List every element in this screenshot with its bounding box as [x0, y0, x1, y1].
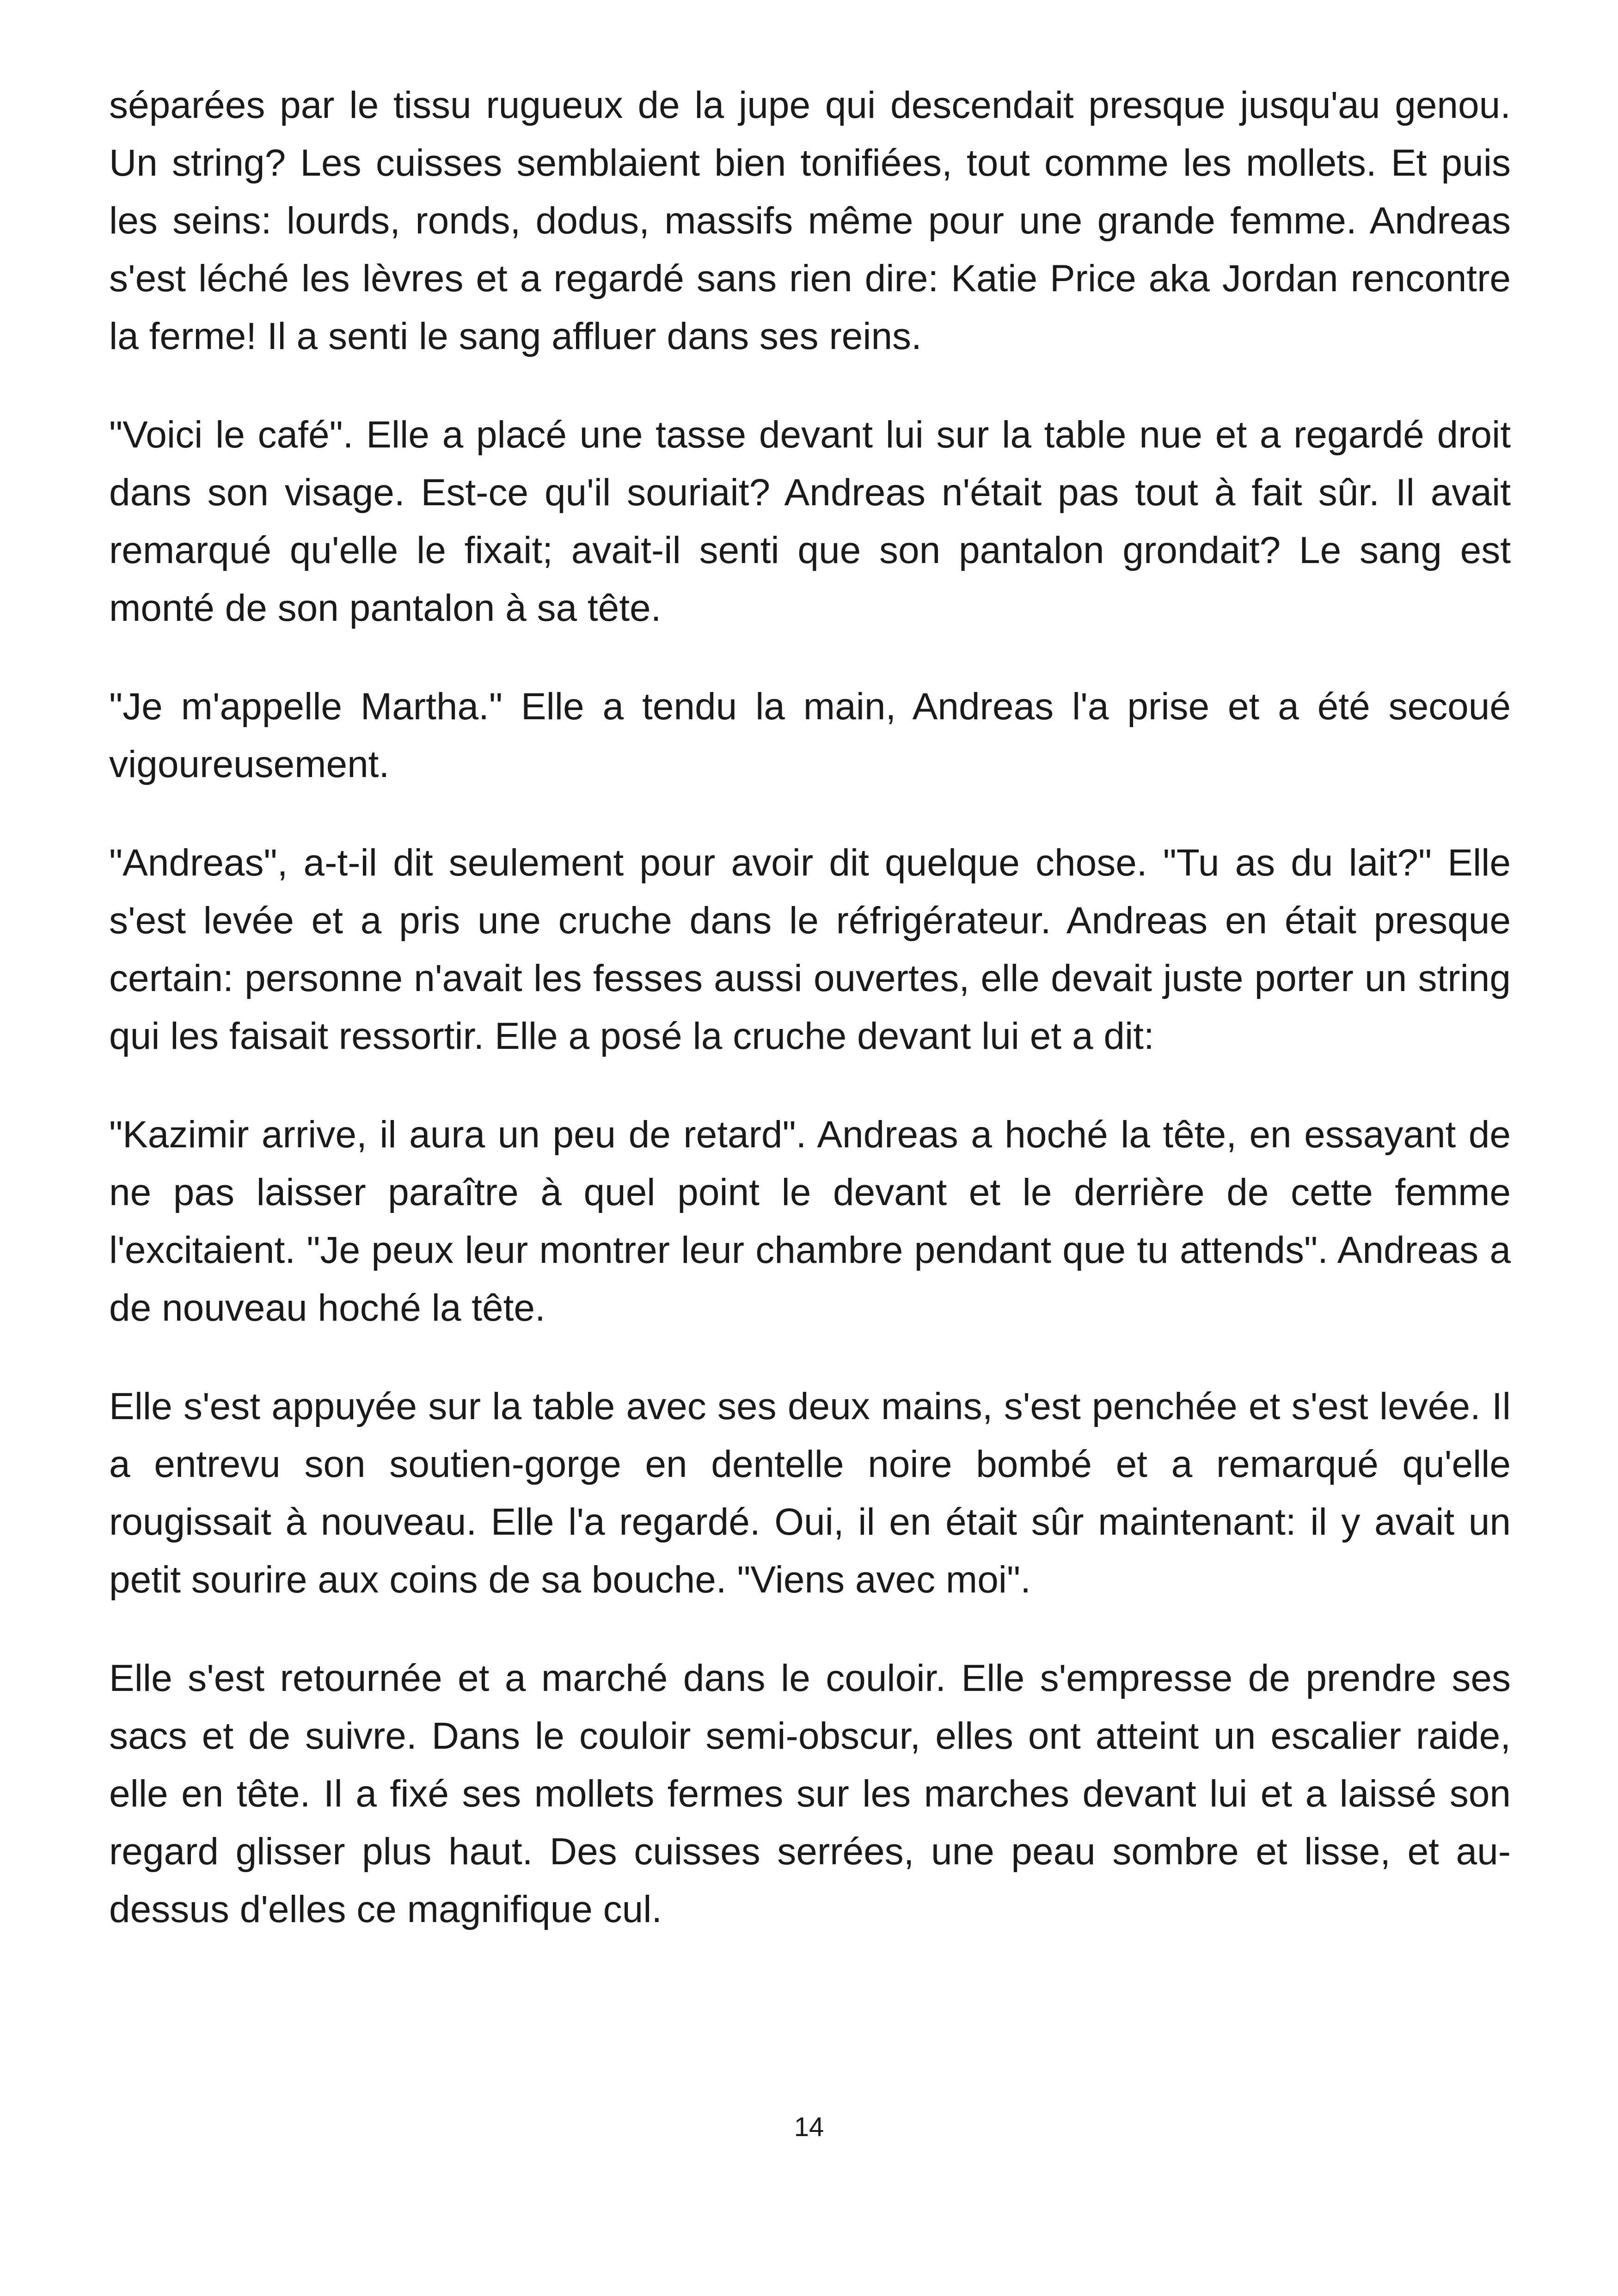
paragraph-1: séparées par le tissu rugueux de la jupe qui descendait presque jusqu'au genou. Un string? Les cuisses semblaient bien tonifiées, tout comme les mollets. Et puis les seins: lourds, ronds, dodus, massifs même pour une grande femme. Andreas s'est léché les lèvres et a regardé sans rien dire: Katie Price aka Jordan rencontre la ferme! Il a senti le sang affluer dans ses reins.	[109, 84, 1511, 357]
paragraph-7: Elle s'est retournée et a marché dans le couloir. Elle s'empresse de prendre ses sacs et de suivre. Dans le couloir semi-obscur, elles ont atteint un escalier raide, elle en tête. Il a fixé ses mollets fermes sur les marches devant lui et a laissé son regard glisser plus haut. Des cuisses serrées, une peau sombre et lisse, et au-dessus d'elles ce magnifique cul.	[109, 1657, 1511, 1930]
paragraph-2: "Voici le café". Elle a placé une tasse devant lui sur la table nue et a regardé droit dans son visage. Est-ce qu'il souriait? Andreas n'était pas tout à fait sûr. Il avait remarqué qu'elle le fixait; avait-il senti que son pantalon grondait? Le sang est monté de son pantalon à sa tête.	[109, 414, 1511, 629]
page-number: 14	[794, 2112, 824, 2142]
paragraph-6: Elle s'est appuyée sur la table avec ses deux mains, s'est penchée et s'est levée. Il a entrevu son soutien-gorge en dentelle noire bombé et a remarqué qu'elle rougissait à nouveau. Elle l'a regardé. Oui, il en était sûr maintenant: il y avait un petit sourire aux coins de sa bouche. "Viens avec moi".	[109, 1385, 1511, 1601]
body-text	[109, 76, 1511, 1979]
paragraph-3: "Je m'appelle Martha." Elle a tendu la main, Andreas l'a prise et a été secoué vigoureusement.	[109, 686, 1511, 785]
paragraph-5: "Kazimir arrive, il aura un peu de retard". Andreas a hoché la tête, en essayant de ne pas laisser paraître à quel point le devant et le derrière de cette femme l'excitaient. "Je peux leur montrer leur chambre pendant que tu attends". Andreas a de nouveau hoché la tête.	[109, 1114, 1511, 1329]
paragraph-4: "Andreas", a-t-il dit seulement pour avoir dit quelque chose. "Tu as du lait?" Elle s'est levée et a pris une cruche dans le réfrigérateur. Andreas en était presque certain: personne n'avait les fesses aussi ouvertes, elle devait juste porter un string qui les faisait ressortir. Elle a posé la cruche devant lui et a dit:	[109, 842, 1511, 1057]
